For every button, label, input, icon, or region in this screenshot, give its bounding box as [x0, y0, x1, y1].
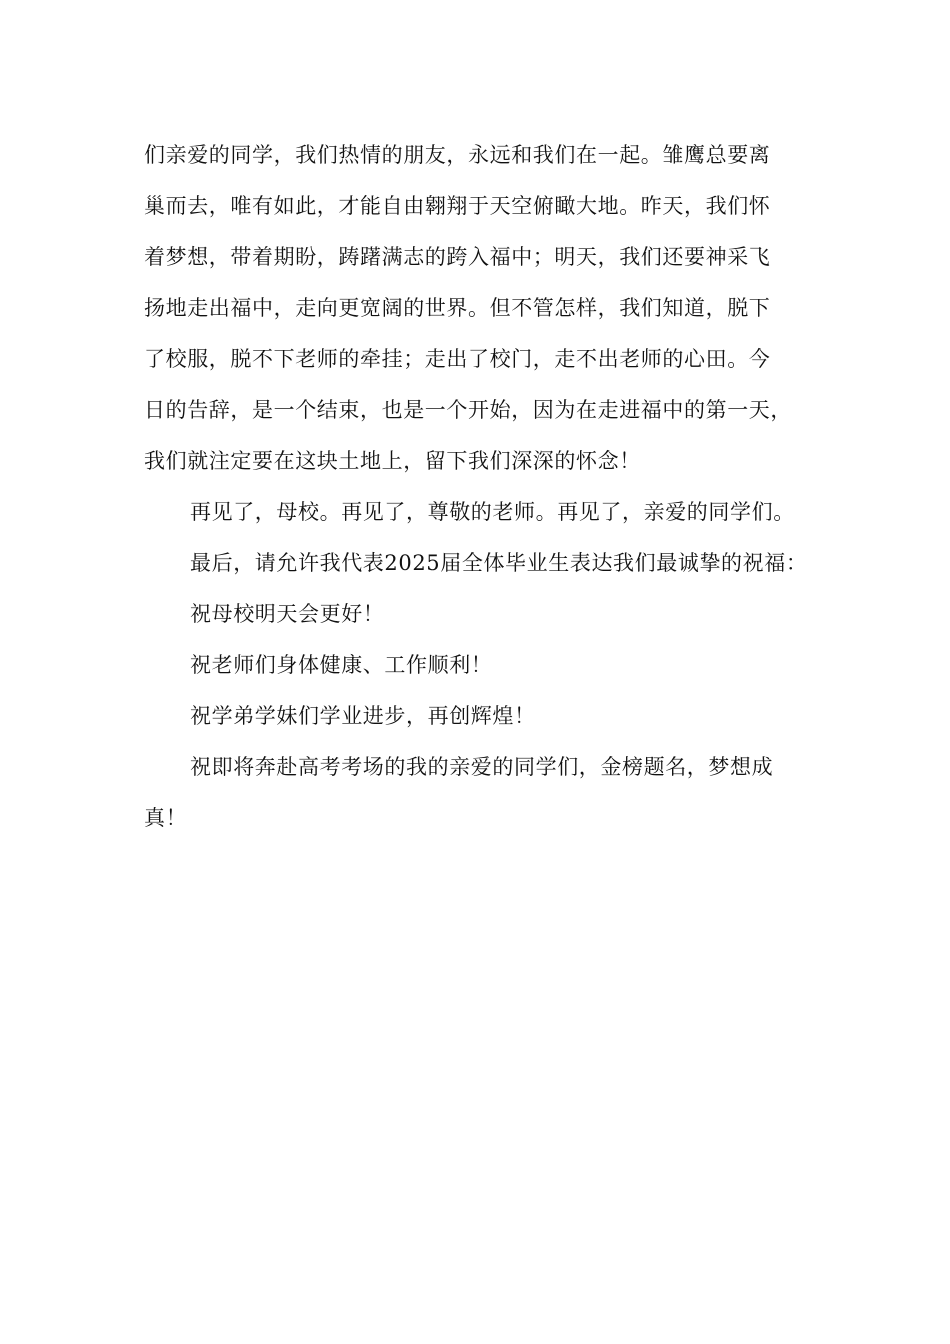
farewell-paragraph: 再见了，母校。再见了，尊敬的老师。再见了，亲爱的同学们。 — [190, 500, 795, 524]
wish-classmates-line: 祝即将奔赴高考考场的我的亲爱的同学们，金榜题名，梦想成 — [190, 755, 774, 779]
paragraph-line: 我们就注定要在这块土地上，留下我们深深的怀念！ — [144, 449, 641, 473]
paragraph-line: 扬地走出福中，走向更宽阔的世界。但不管怎样，我们知道，脱下 — [144, 296, 771, 320]
paragraph-line: 着梦想，带着期盼，踌躇满志的跨入福中；明天，我们还要神采飞 — [144, 245, 771, 269]
wish-classmates-line: 真！ — [144, 806, 188, 830]
document-body — [144, 130, 824, 844]
paragraph-line: 日的告辞，是一个结束，也是一个开始，因为在走进福中的第一天， — [144, 398, 792, 422]
wish-juniors-paragraph: 祝学弟学妹们学业进步，再创辉煌！ — [190, 704, 536, 728]
paragraph-line: 们亲爱的同学，我们热情的朋友，永远和我们在一起。雏鹰总要离 — [144, 143, 771, 167]
wish-school-paragraph: 祝母校明天会更好！ — [190, 602, 385, 626]
wish-teachers-paragraph: 祝老师们身体健康、工作顺利！ — [190, 653, 493, 677]
closing-intro-paragraph: 最后，请允许我代表2025届全体毕业生表达我们最诚挚的祝福： — [190, 551, 808, 575]
paragraph-line: 了校服，脱不下老师的牵挂；走出了校门，走不出老师的心田。今 — [144, 347, 771, 371]
paragraph-line: 巢而去，唯有如此，才能自由翱翔于天空俯瞰大地。昨天，我们怀 — [144, 194, 771, 218]
